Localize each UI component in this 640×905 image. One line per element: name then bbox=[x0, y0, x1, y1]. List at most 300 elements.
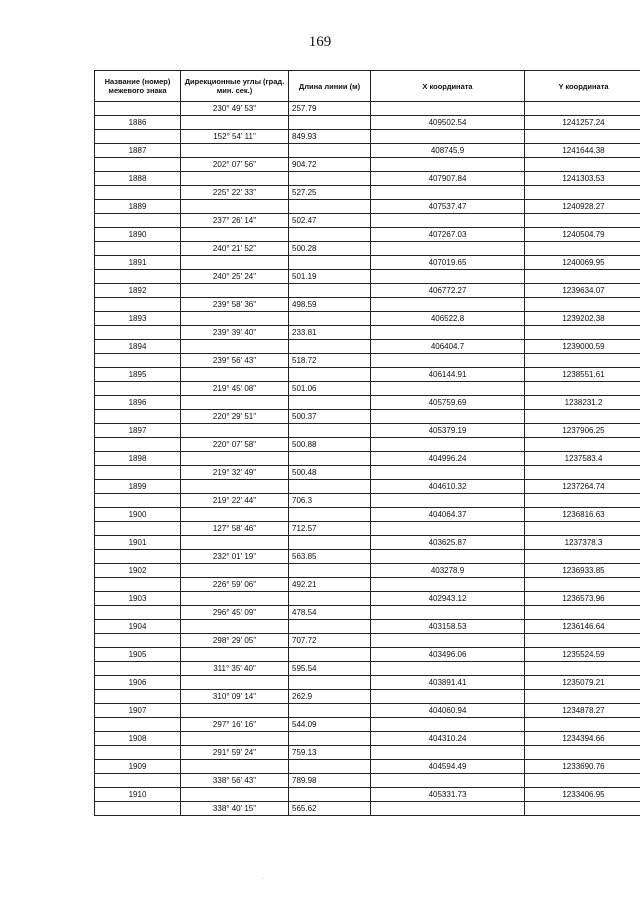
y-coordinate: 1240928.27 bbox=[525, 200, 640, 214]
direction-angle: 239° 39' 40" bbox=[181, 326, 289, 340]
empty-cell bbox=[525, 522, 640, 536]
empty-cell bbox=[371, 774, 525, 788]
empty-cell bbox=[525, 298, 640, 312]
line-length: 500.48 bbox=[289, 466, 371, 480]
line-length: 563.85 bbox=[289, 550, 371, 564]
empty-cell bbox=[525, 550, 640, 564]
empty-cell bbox=[371, 746, 525, 760]
empty-cell bbox=[289, 284, 371, 298]
empty-cell bbox=[371, 578, 525, 592]
y-coordinate: 1238551.61 bbox=[525, 368, 640, 382]
x-coordinate: 409502.54 bbox=[371, 116, 525, 130]
mark-name: 1906 bbox=[95, 676, 181, 690]
table-row-mark bbox=[95, 172, 640, 186]
page-number: 169 bbox=[308, 34, 332, 50]
mark-name: 1900 bbox=[95, 508, 181, 522]
x-coordinate: 407537.47 bbox=[371, 200, 525, 214]
mark-name: 1902 bbox=[95, 564, 181, 578]
empty-cell bbox=[289, 760, 371, 774]
y-coordinate: 1234394.66 bbox=[525, 732, 640, 746]
empty-cell bbox=[371, 242, 525, 256]
direction-angle: 296° 45' 09" bbox=[181, 606, 289, 620]
empty-cell bbox=[289, 788, 371, 802]
table-row-segment bbox=[95, 326, 640, 340]
table-row-mark bbox=[95, 592, 640, 606]
direction-angle: 297° 16' 16" bbox=[181, 718, 289, 732]
x-coordinate: 407907.84 bbox=[371, 172, 525, 186]
empty-cell bbox=[289, 508, 371, 522]
x-coordinate: 407267.03 bbox=[371, 228, 525, 242]
empty-cell bbox=[181, 368, 289, 382]
table-row-mark bbox=[95, 760, 640, 774]
table-row-mark bbox=[95, 648, 640, 662]
table-row-mark bbox=[95, 620, 640, 634]
table-row-mark bbox=[95, 508, 640, 522]
direction-angle: 219° 32' 49" bbox=[181, 466, 289, 480]
empty-cell bbox=[181, 676, 289, 690]
mark-name: 1909 bbox=[95, 760, 181, 774]
empty-cell bbox=[181, 200, 289, 214]
mark-name: 1893 bbox=[95, 312, 181, 326]
empty-cell bbox=[525, 606, 640, 620]
line-length: 500.88 bbox=[289, 438, 371, 452]
mark-name: 1905 bbox=[95, 648, 181, 662]
direction-angle: 291° 59' 24" bbox=[181, 746, 289, 760]
line-length: 262.9 bbox=[289, 690, 371, 704]
y-coordinate: 1239000.59 bbox=[525, 340, 640, 354]
y-coordinate: 1239202.38 bbox=[525, 312, 640, 326]
empty-cell bbox=[371, 718, 525, 732]
line-length: 707.72 bbox=[289, 634, 371, 648]
table-header-row bbox=[95, 71, 640, 102]
empty-cell bbox=[95, 690, 181, 704]
y-coordinate: 1237264.74 bbox=[525, 480, 640, 494]
direction-angle: 230° 49' 53" bbox=[181, 102, 289, 116]
table-row-segment bbox=[95, 606, 640, 620]
boundary-marks-table bbox=[94, 70, 640, 816]
x-coordinate: 405759.69 bbox=[371, 396, 525, 410]
empty-cell bbox=[181, 788, 289, 802]
direction-angle: 237° 26' 14" bbox=[181, 214, 289, 228]
empty-cell bbox=[95, 410, 181, 424]
table-row-segment bbox=[95, 690, 640, 704]
empty-cell bbox=[95, 466, 181, 480]
mark-name: 1901 bbox=[95, 536, 181, 550]
empty-cell bbox=[181, 760, 289, 774]
line-length: 706.3 bbox=[289, 494, 371, 508]
direction-angle: 219° 22' 44" bbox=[181, 494, 289, 508]
direction-angle: 240° 21' 52" bbox=[181, 242, 289, 256]
empty-cell bbox=[525, 186, 640, 200]
empty-cell bbox=[181, 256, 289, 270]
empty-cell bbox=[371, 522, 525, 536]
line-length: 849.93 bbox=[289, 130, 371, 144]
direction-angle: 239° 56' 43" bbox=[181, 354, 289, 368]
empty-cell bbox=[289, 424, 371, 438]
empty-cell bbox=[95, 214, 181, 228]
direction-angle: 220° 07' 58" bbox=[181, 438, 289, 452]
line-length: 492.21 bbox=[289, 578, 371, 592]
empty-cell bbox=[289, 144, 371, 158]
table-row-mark bbox=[95, 340, 640, 354]
empty-cell bbox=[95, 550, 181, 564]
table-row-segment bbox=[95, 718, 640, 732]
y-coordinate: 1233690.76 bbox=[525, 760, 640, 774]
empty-cell bbox=[181, 536, 289, 550]
y-coordinate: 1235079.21 bbox=[525, 676, 640, 690]
empty-cell bbox=[181, 340, 289, 354]
mark-name: 1892 bbox=[95, 284, 181, 298]
empty-cell bbox=[181, 116, 289, 130]
empty-cell bbox=[95, 158, 181, 172]
x-coordinate: 402943.12 bbox=[371, 592, 525, 606]
table-row-mark bbox=[95, 452, 640, 466]
empty-cell bbox=[371, 354, 525, 368]
y-coordinate: 1238231.2 bbox=[525, 396, 640, 410]
empty-cell bbox=[525, 326, 640, 340]
table-row-mark bbox=[95, 200, 640, 214]
empty-cell bbox=[181, 396, 289, 410]
table-row-mark bbox=[95, 732, 640, 746]
table-row-mark bbox=[95, 368, 640, 382]
empty-cell bbox=[95, 634, 181, 648]
empty-cell bbox=[525, 102, 640, 116]
x-coordinate: 403891.41 bbox=[371, 676, 525, 690]
empty-cell bbox=[371, 382, 525, 396]
direction-angle: 232° 01' 19" bbox=[181, 550, 289, 564]
empty-cell bbox=[181, 732, 289, 746]
mark-name: 1910 bbox=[95, 788, 181, 802]
empty-cell bbox=[289, 256, 371, 270]
table-row-mark bbox=[95, 228, 640, 242]
table-row-segment bbox=[95, 354, 640, 368]
x-coordinate: 404064.37 bbox=[371, 508, 525, 522]
table-row-mark bbox=[95, 256, 640, 270]
mark-name: 1887 bbox=[95, 144, 181, 158]
empty-cell bbox=[289, 396, 371, 410]
empty-cell bbox=[95, 354, 181, 368]
x-coordinate: 406522.8 bbox=[371, 312, 525, 326]
y-coordinate: 1236146.64 bbox=[525, 620, 640, 634]
empty-cell bbox=[95, 130, 181, 144]
empty-cell bbox=[289, 480, 371, 494]
empty-cell bbox=[525, 746, 640, 760]
y-coordinate: 1240069.95 bbox=[525, 256, 640, 270]
mark-name: 1895 bbox=[95, 368, 181, 382]
mark-name: 1907 bbox=[95, 704, 181, 718]
table-row-segment bbox=[95, 746, 640, 760]
direction-angle: 338° 40' 15" bbox=[181, 802, 289, 816]
table-row-mark bbox=[95, 564, 640, 578]
table-row-mark bbox=[95, 676, 640, 690]
empty-cell bbox=[525, 578, 640, 592]
empty-cell bbox=[371, 102, 525, 116]
x-coordinate: 404996.24 bbox=[371, 452, 525, 466]
empty-cell bbox=[95, 522, 181, 536]
empty-cell bbox=[525, 410, 640, 424]
direction-angle: 338° 56' 43" bbox=[181, 774, 289, 788]
empty-cell bbox=[289, 312, 371, 326]
empty-cell bbox=[181, 508, 289, 522]
empty-cell bbox=[181, 312, 289, 326]
empty-cell bbox=[371, 214, 525, 228]
empty-cell bbox=[289, 536, 371, 550]
y-coordinate: 1241257.24 bbox=[525, 116, 640, 130]
empty-cell bbox=[289, 564, 371, 578]
y-coordinate: 1237378.3 bbox=[525, 536, 640, 550]
empty-cell bbox=[289, 340, 371, 354]
mark-name: 1898 bbox=[95, 452, 181, 466]
empty-cell bbox=[371, 410, 525, 424]
empty-cell bbox=[181, 144, 289, 158]
empty-cell bbox=[525, 158, 640, 172]
empty-cell bbox=[181, 704, 289, 718]
line-length: 257.79 bbox=[289, 102, 371, 116]
mark-name: 1886 bbox=[95, 116, 181, 130]
mark-name: 1899 bbox=[95, 480, 181, 494]
empty-cell bbox=[95, 746, 181, 760]
y-coordinate: 1234878.27 bbox=[525, 704, 640, 718]
y-coordinate: 1236816.63 bbox=[525, 508, 640, 522]
empty-cell bbox=[525, 774, 640, 788]
empty-cell bbox=[371, 634, 525, 648]
line-length: 502.47 bbox=[289, 214, 371, 228]
empty-cell bbox=[181, 592, 289, 606]
header-y-coordinate: Y координата bbox=[525, 71, 640, 102]
empty-cell bbox=[371, 466, 525, 480]
y-coordinate: 1240504.79 bbox=[525, 228, 640, 242]
empty-cell bbox=[371, 802, 525, 816]
table-row-mark bbox=[95, 284, 640, 298]
empty-cell bbox=[525, 382, 640, 396]
header-x-coordinate: X координата bbox=[371, 71, 525, 102]
empty-cell bbox=[95, 382, 181, 396]
line-length: 500.37 bbox=[289, 410, 371, 424]
direction-angle: 310° 09' 14" bbox=[181, 690, 289, 704]
empty-cell bbox=[181, 228, 289, 242]
table-row-segment bbox=[95, 522, 640, 536]
table-row-segment bbox=[95, 438, 640, 452]
empty-cell bbox=[289, 648, 371, 662]
empty-cell bbox=[525, 690, 640, 704]
empty-cell bbox=[525, 354, 640, 368]
empty-cell bbox=[371, 158, 525, 172]
y-coordinate: 1236933.85 bbox=[525, 564, 640, 578]
empty-cell bbox=[181, 480, 289, 494]
empty-cell bbox=[95, 270, 181, 284]
empty-cell bbox=[371, 186, 525, 200]
empty-cell bbox=[525, 242, 640, 256]
line-length: 501.19 bbox=[289, 270, 371, 284]
direction-angle: 202° 07' 56" bbox=[181, 158, 289, 172]
line-length: 233.81 bbox=[289, 326, 371, 340]
empty-cell bbox=[525, 662, 640, 676]
x-coordinate: 408745.9 bbox=[371, 144, 525, 158]
empty-cell bbox=[95, 578, 181, 592]
mark-name: 1903 bbox=[95, 592, 181, 606]
empty-cell bbox=[371, 662, 525, 676]
mark-name: 1896 bbox=[95, 396, 181, 410]
empty-cell bbox=[289, 452, 371, 466]
empty-cell bbox=[95, 774, 181, 788]
direction-angle: 298° 29' 05" bbox=[181, 634, 289, 648]
empty-cell bbox=[525, 466, 640, 480]
table-row-segment bbox=[95, 494, 640, 508]
x-coordinate: 406404.7 bbox=[371, 340, 525, 354]
table-row-segment bbox=[95, 270, 640, 284]
header-direction-angle: Дирекционные углы (град. мин. сек.) bbox=[181, 71, 289, 102]
table-row-mark bbox=[95, 312, 640, 326]
x-coordinate: 406772.27 bbox=[371, 284, 525, 298]
table-row-mark bbox=[95, 424, 640, 438]
table-row-segment bbox=[95, 242, 640, 256]
empty-cell bbox=[525, 494, 640, 508]
x-coordinate: 404310.24 bbox=[371, 732, 525, 746]
mark-name: 1894 bbox=[95, 340, 181, 354]
y-coordinate: 1241644.38 bbox=[525, 144, 640, 158]
table-row-segment bbox=[95, 634, 640, 648]
empty-cell bbox=[289, 620, 371, 634]
direction-angle: 127° 58' 46" bbox=[181, 522, 289, 536]
table-row-mark bbox=[95, 536, 640, 550]
line-length: 478.54 bbox=[289, 606, 371, 620]
empty-cell bbox=[289, 676, 371, 690]
empty-cell bbox=[371, 550, 525, 564]
y-coordinate: 1239634.07 bbox=[525, 284, 640, 298]
x-coordinate: 404060.94 bbox=[371, 704, 525, 718]
empty-cell bbox=[181, 172, 289, 186]
empty-cell bbox=[181, 452, 289, 466]
empty-cell bbox=[289, 704, 371, 718]
empty-cell bbox=[181, 648, 289, 662]
table-row-segment bbox=[95, 382, 640, 396]
y-coordinate: 1237906.25 bbox=[525, 424, 640, 438]
mark-name: 1908 bbox=[95, 732, 181, 746]
empty-cell bbox=[289, 172, 371, 186]
empty-cell bbox=[371, 130, 525, 144]
mark-name: 1888 bbox=[95, 172, 181, 186]
empty-cell bbox=[289, 200, 371, 214]
empty-cell bbox=[289, 732, 371, 746]
table-row-segment bbox=[95, 802, 640, 816]
table-row-segment bbox=[95, 578, 640, 592]
line-length: 565.62 bbox=[289, 802, 371, 816]
table-row-segment bbox=[95, 774, 640, 788]
empty-cell bbox=[371, 606, 525, 620]
empty-cell bbox=[371, 494, 525, 508]
empty-cell bbox=[95, 186, 181, 200]
empty-cell bbox=[289, 368, 371, 382]
table-row-mark bbox=[95, 704, 640, 718]
table-row-segment bbox=[95, 298, 640, 312]
x-coordinate: 406144.91 bbox=[371, 368, 525, 382]
empty-cell bbox=[371, 270, 525, 284]
empty-cell bbox=[371, 326, 525, 340]
table-row-segment bbox=[95, 130, 640, 144]
x-coordinate: 407019.65 bbox=[371, 256, 525, 270]
x-coordinate: 405379.19 bbox=[371, 424, 525, 438]
direction-angle: 240° 25' 24" bbox=[181, 270, 289, 284]
empty-cell bbox=[525, 634, 640, 648]
x-coordinate: 403278.9 bbox=[371, 564, 525, 578]
table-row-mark bbox=[95, 144, 640, 158]
line-length: 904.72 bbox=[289, 158, 371, 172]
line-length: 595.54 bbox=[289, 662, 371, 676]
direction-angle: 152° 54' 11" bbox=[181, 130, 289, 144]
mark-name: 1889 bbox=[95, 200, 181, 214]
empty-cell bbox=[289, 228, 371, 242]
x-coordinate: 403496.06 bbox=[371, 648, 525, 662]
empty-cell bbox=[371, 438, 525, 452]
y-coordinate: 1235524.59 bbox=[525, 648, 640, 662]
mark-name: 1904 bbox=[95, 620, 181, 634]
y-coordinate: 1236573.96 bbox=[525, 592, 640, 606]
x-coordinate: 403625.87 bbox=[371, 536, 525, 550]
direction-angle: 220° 29' 51" bbox=[181, 410, 289, 424]
x-coordinate: 404594.49 bbox=[371, 760, 525, 774]
direction-angle: 226° 59' 06" bbox=[181, 578, 289, 592]
direction-angle: 225° 22' 33" bbox=[181, 186, 289, 200]
empty-cell bbox=[95, 326, 181, 340]
x-coordinate: 405331.73 bbox=[371, 788, 525, 802]
empty-cell bbox=[95, 662, 181, 676]
empty-cell bbox=[181, 284, 289, 298]
table-row-mark bbox=[95, 480, 640, 494]
direction-angle: 239° 58' 36" bbox=[181, 298, 289, 312]
empty-cell bbox=[95, 494, 181, 508]
empty-cell bbox=[525, 130, 640, 144]
line-length: 501.06 bbox=[289, 382, 371, 396]
table-row-mark bbox=[95, 788, 640, 802]
x-coordinate: 403158.53 bbox=[371, 620, 525, 634]
empty-cell bbox=[95, 718, 181, 732]
line-length: 712.57 bbox=[289, 522, 371, 536]
empty-cell bbox=[95, 606, 181, 620]
empty-cell bbox=[289, 592, 371, 606]
empty-cell bbox=[95, 298, 181, 312]
table-body bbox=[95, 102, 640, 816]
mark-name: 1897 bbox=[95, 424, 181, 438]
line-length: 518.72 bbox=[289, 354, 371, 368]
empty-cell bbox=[181, 620, 289, 634]
table-row-segment bbox=[95, 466, 640, 480]
mark-name: 1890 bbox=[95, 228, 181, 242]
line-length: 789.98 bbox=[289, 774, 371, 788]
line-length: 544.09 bbox=[289, 718, 371, 732]
table-row-segment bbox=[95, 102, 640, 116]
line-length: 527.25 bbox=[289, 186, 371, 200]
empty-cell bbox=[371, 298, 525, 312]
table-row-segment bbox=[95, 214, 640, 228]
table-row-segment bbox=[95, 186, 640, 200]
empty-cell bbox=[525, 270, 640, 284]
y-coordinate: 1237583.4 bbox=[525, 452, 640, 466]
table-row-segment bbox=[95, 410, 640, 424]
empty-cell bbox=[289, 116, 371, 130]
empty-cell bbox=[95, 438, 181, 452]
header-mark-name: Название (номер) межевого знака bbox=[95, 71, 181, 102]
table-row-segment bbox=[95, 550, 640, 564]
mark-name: 1891 bbox=[95, 256, 181, 270]
table-row-segment bbox=[95, 158, 640, 172]
empty-cell bbox=[371, 690, 525, 704]
empty-cell bbox=[95, 102, 181, 116]
empty-cell bbox=[181, 424, 289, 438]
empty-cell bbox=[95, 242, 181, 256]
direction-angle: 311° 35' 40" bbox=[181, 662, 289, 676]
empty-cell bbox=[181, 564, 289, 578]
header-line-length: Длина линии (м) bbox=[289, 71, 371, 102]
